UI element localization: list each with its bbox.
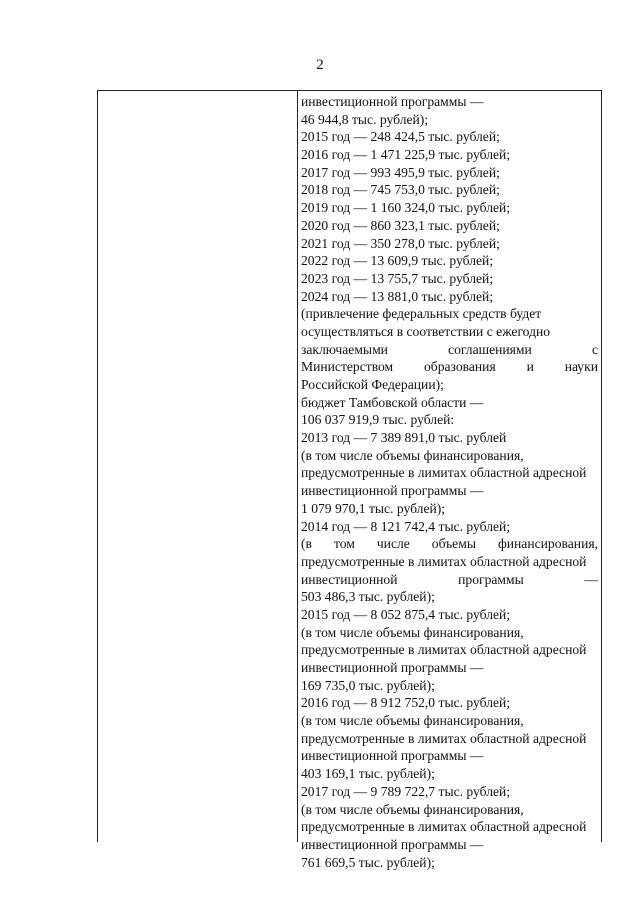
text-word: том [333, 536, 355, 552]
text-line: инвестиционной программы — [301, 836, 484, 852]
text-line: осуществляться в соответствии с ежегодно [301, 323, 551, 339]
text-line: инвестиционной программы — [301, 94, 484, 109]
text-line: 1 079 970,1 тыс. рублей); [301, 500, 446, 516]
text-word: (в [301, 536, 312, 552]
text-line: 2018 год — 745 753,0 тыс. рублей; [301, 182, 500, 198]
text-line: 2024 год — 13 881,0 тыс. рублей; [301, 288, 494, 304]
text-line: 2017 год — 9 789 722,7 тыс. рублей; [301, 783, 511, 799]
text-line [301, 358, 598, 376]
text-line: (привлечение федеральных средств будет [301, 306, 542, 322]
text-line: (в том числе объемы финансирования, [301, 801, 524, 817]
table-left-cell [98, 91, 298, 842]
text-line: 2013 год — 7 389 891,0 тыс. рублей [301, 430, 507, 446]
text-line: 169 735,0 тыс. рублей); [301, 677, 435, 693]
text-line: 2015 год — 8 052 875,4 тыс. рублей; [301, 606, 511, 622]
text-line: (в том числе объемы финансирования, [301, 447, 524, 463]
text-line: 2016 год — 8 912 752,0 тыс. рублей; [301, 695, 511, 711]
text-line: предусмотренные в лимитах областной адресной [301, 730, 587, 746]
text-line: 503 486,3 тыс. рублей); [301, 589, 435, 605]
text-line: бюджет Тамбовской области — [301, 394, 484, 410]
text-word: науки [564, 359, 598, 375]
text-line: инвестиционной программы — [301, 483, 484, 499]
text-line: 2016 год — 1 471 225,9 тыс. рублей; [301, 147, 511, 163]
text-word: заключаемыми [301, 341, 388, 357]
text-word: с [591, 341, 598, 357]
text-line: 2023 год — 13 755,7 тыс. рублей; [301, 270, 494, 286]
text-line: 2022 год — 13 609,9 тыс. рублей; [301, 253, 494, 269]
text-word: программы [458, 571, 524, 587]
text-line: предусмотренные в лимитах областной адресной [301, 465, 587, 481]
text-line: 46 944,8 тыс. рублей); [301, 111, 429, 127]
text-line: 2015 год — 248 424,5 тыс. рублей; [301, 129, 500, 145]
text-line: 2020 год — 860 323,1 тыс. рублей; [301, 217, 500, 233]
text-line: Российской Федерации); [301, 377, 444, 392]
text-word: и [526, 359, 534, 375]
table-right-cell [301, 93, 598, 871]
text-line: 2021 год — 350 278,0 тыс. рублей; [301, 235, 500, 251]
page-number: 2 [316, 57, 324, 73]
text-word: числе [376, 536, 410, 552]
text-line: 403 169,1 тыс. рублей); [301, 766, 435, 782]
text-line [301, 535, 598, 553]
text-line: (в том числе объемы финансирования, [301, 624, 524, 640]
text-line [301, 341, 598, 359]
text-line: 2014 год — 8 121 742,4 тыс. рублей; [301, 518, 511, 534]
text-word: Министерством [301, 359, 394, 375]
text-line: 106 037 919,9 тыс. рублей: [301, 412, 455, 428]
text-line: инвестиционной программы — [301, 748, 484, 764]
text-line: 761 669,5 тыс. рублей); [301, 854, 435, 870]
text-line: предусмотренные в лимитах областной адресной [301, 553, 587, 569]
text-word: финансирования, [497, 536, 598, 552]
text-line: 2017 год — 993 495,9 тыс. рублей; [301, 164, 500, 180]
text-word: соглашениями [448, 341, 532, 357]
text-line: инвестиционной программы — [301, 660, 484, 675]
text-line: предусмотренные в лимитах областной адресной [301, 642, 587, 658]
text-line [301, 571, 598, 589]
text-word: инвестиционной [301, 571, 398, 587]
text-word: образования [424, 359, 496, 375]
text-word: объемы [431, 536, 476, 552]
text-word: — [584, 571, 598, 587]
text-line: (в том числе объемы финансирования, [301, 713, 524, 729]
text-line: 2019 год — 1 160 324,0 тыс. рублей; [301, 200, 511, 216]
text-line: предусмотренные в лимитах областной адресной [301, 819, 587, 835]
content-table [97, 90, 602, 870]
